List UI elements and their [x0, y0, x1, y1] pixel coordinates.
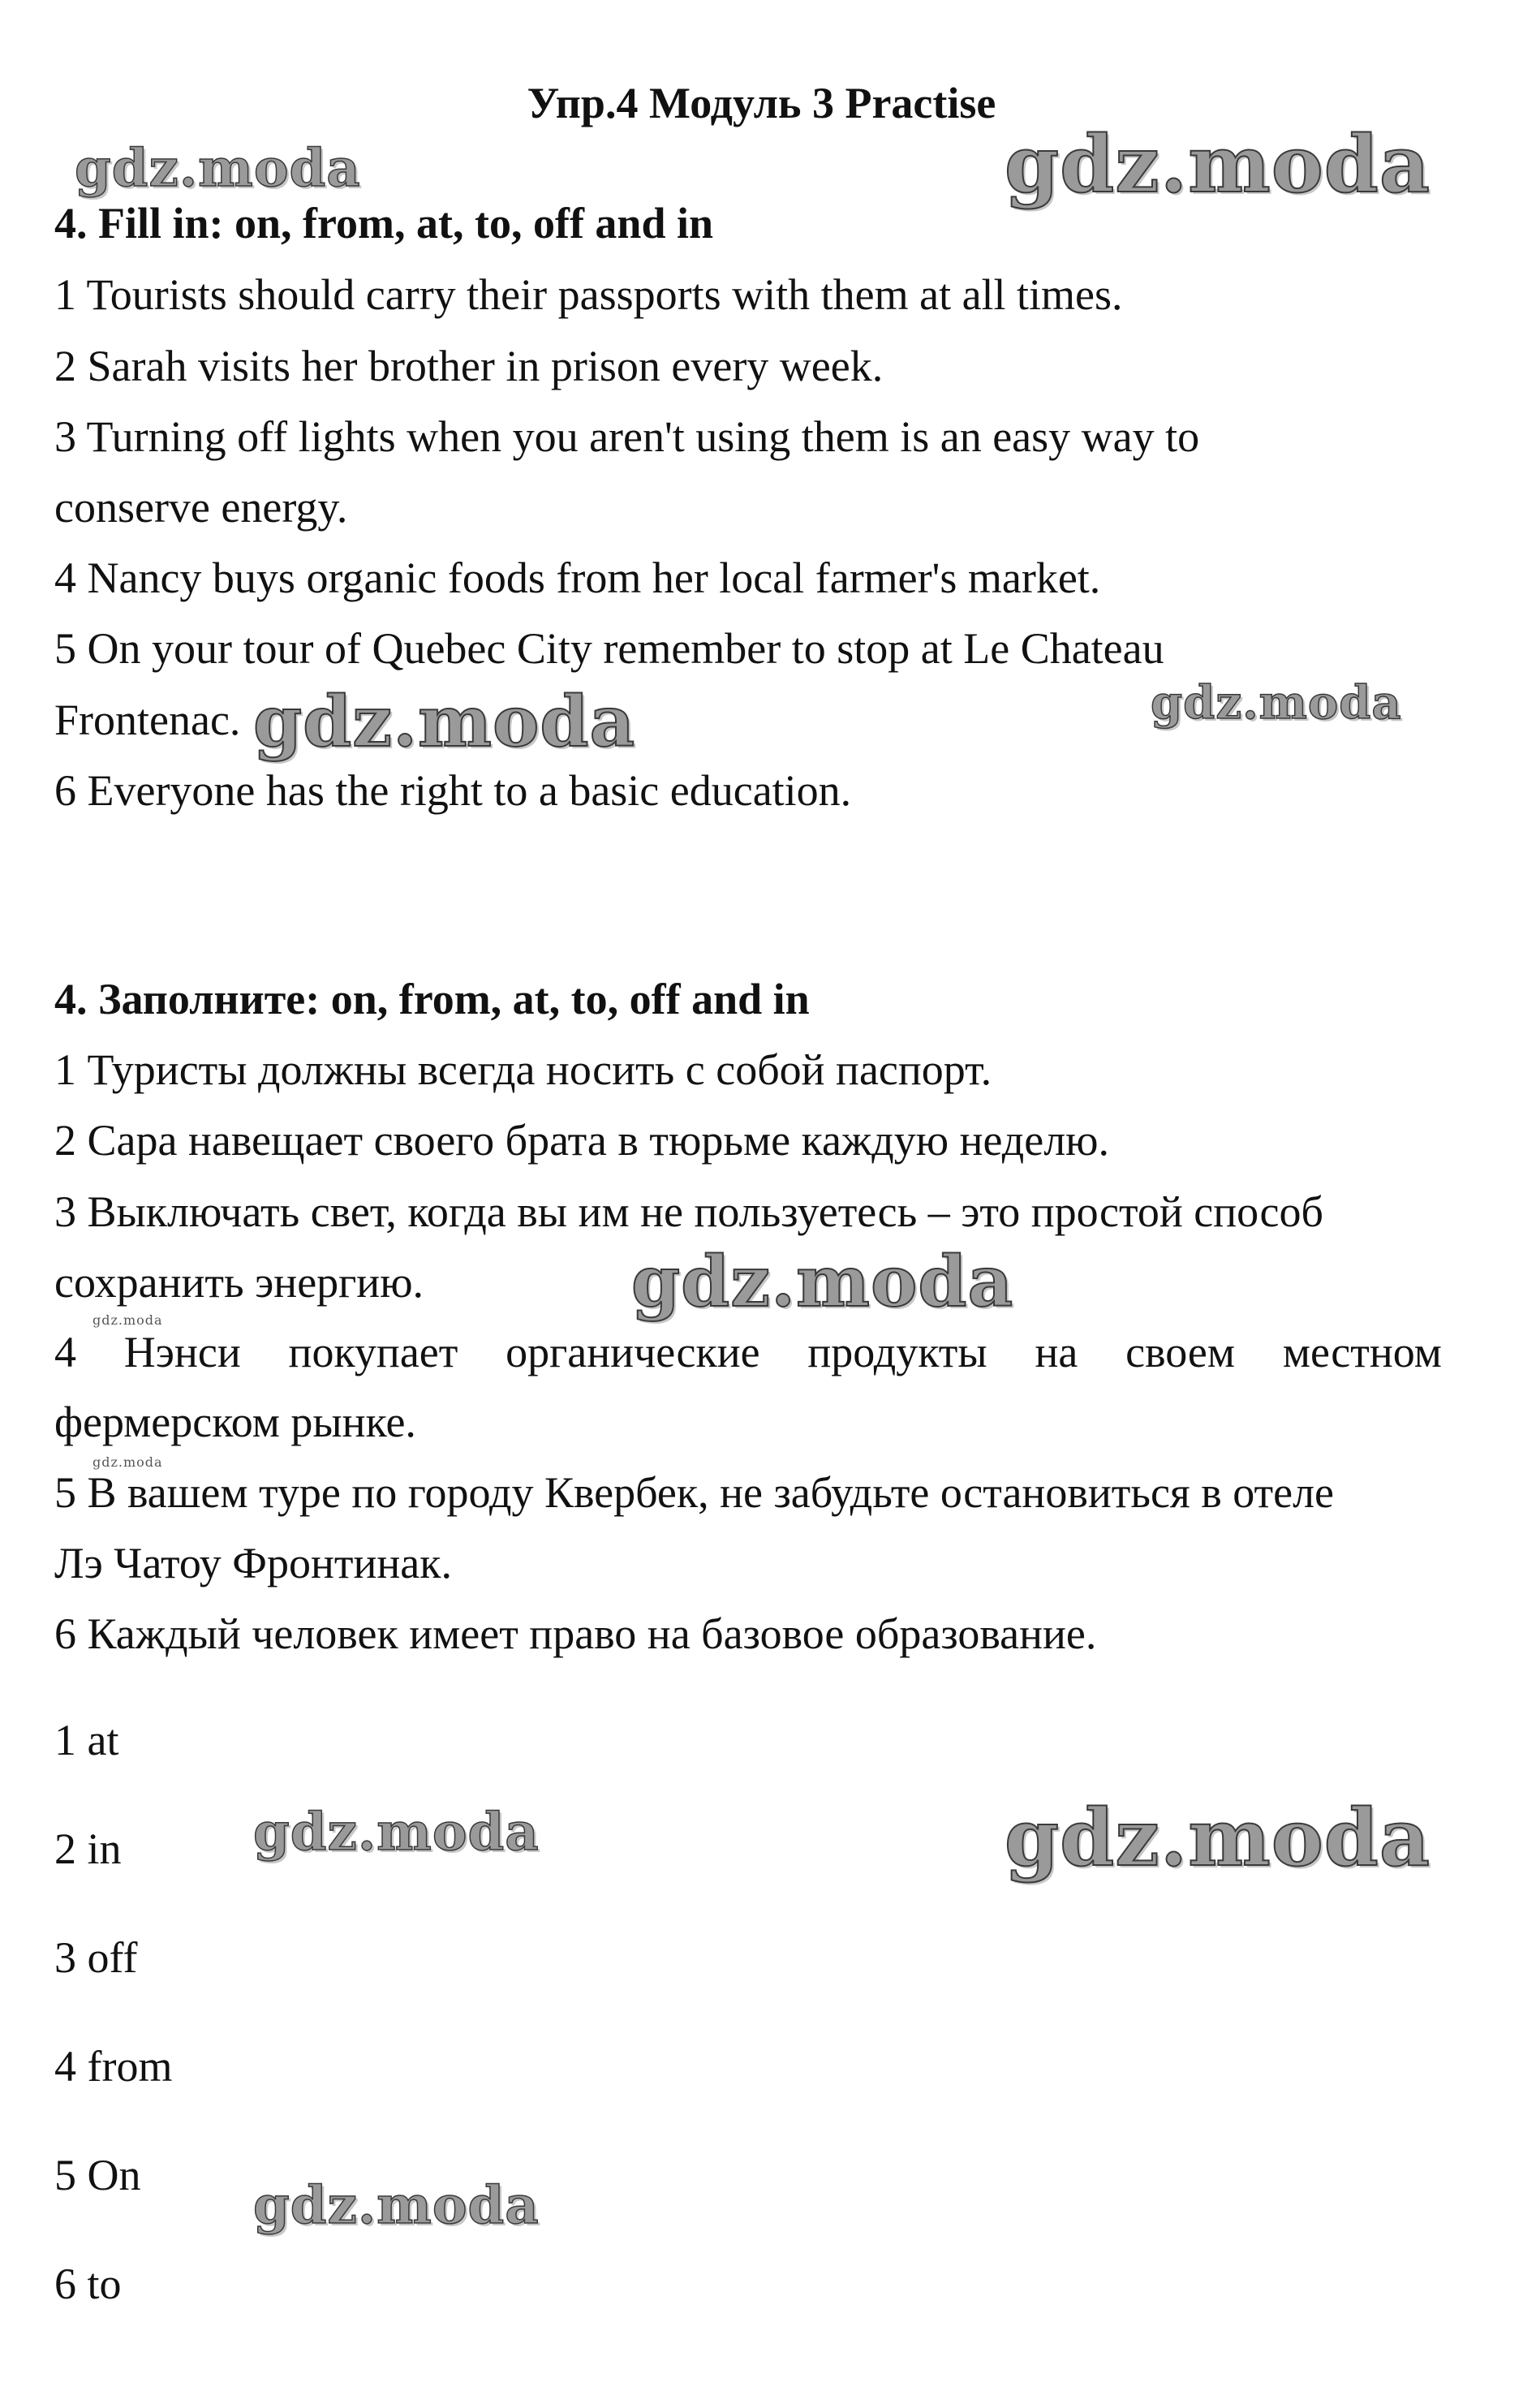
watermark: gdz.moda	[92, 1454, 163, 1470]
russian-line-4-word: 4	[54, 1328, 76, 1376]
russian-line-4-word: покупает	[288, 1328, 458, 1376]
english-line-6: 6 Everyone has the right to a basic education.	[54, 766, 852, 815]
russian-heading: 4. Заполните: on, from, at, to, off and in	[54, 975, 810, 1023]
russian-line-2: 2 Сара навещает своего брата в тюрьме каждую неделю.	[54, 1116, 1109, 1165]
russian-line-3-continued: сохранить энергию.	[54, 1258, 424, 1307]
watermark: gdz.moda	[253, 2175, 540, 2236]
page-title: Упр.4 Модуль 3 Practise	[527, 79, 996, 127]
english-line-3-continued: conserve energy.	[54, 483, 348, 532]
russian-line-4-word: своем	[1125, 1328, 1236, 1376]
english-line-4: 4 Nancy buys organic foods from her local farmer's market.	[54, 554, 1101, 602]
russian-line-3-text: 3 Выключать свет, когда вы им не пользуетесь – это простой способ	[54, 1187, 1323, 1236]
watermark: gdz.moda	[1005, 1792, 1431, 1884]
russian-line-4-word: местном	[1282, 1328, 1442, 1376]
russian-line-5-continued: Лэ Чатоу Фронтинак.	[54, 1539, 452, 1587]
watermark: gdz.moda	[92, 1312, 163, 1328]
english-heading: 4. Fill in: on, from, at, to, off and in	[54, 199, 714, 248]
answer-3: 3 off	[54, 1933, 138, 1982]
answer-1: 1 at	[54, 1716, 119, 1764]
russian-line-3	[54, 1183, 1442, 1240]
watermark: gdz.moda	[253, 681, 636, 763]
answer-6: 6 to	[54, 2259, 122, 2308]
english-line-5-continued: Frontenac.	[54, 696, 241, 744]
english-line-5: 5 On your tour of Quebec City remember to stop at Le Chateau	[54, 624, 1164, 673]
watermark: gdz.moda	[75, 138, 361, 199]
russian-line-4-continued: фермерском рынке.	[54, 1398, 416, 1446]
english-line-3: 3 Turning off lights when you aren't using them is an easy way to	[54, 412, 1200, 461]
answer-5: 5 On	[54, 2151, 141, 2199]
russian-line-4-word: на	[1035, 1328, 1078, 1376]
russian-line-1: 1 Туристы должны всегда носить с собой паспорт.	[54, 1045, 992, 1094]
russian-line-4-word: продукты	[807, 1328, 987, 1376]
english-line-2: 2 Sarah visits her brother in prison every week.	[54, 342, 884, 390]
answer-2: 2 in	[54, 1824, 122, 1873]
watermark: gdz.moda	[1151, 676, 1402, 730]
watermark: gdz.moda	[253, 1802, 540, 1863]
russian-line-5: 5 В вашем туре по городу Квербек, не забудьте остановиться в отеле	[54, 1468, 1335, 1517]
watermark: gdz.moda	[631, 1241, 1014, 1323]
answer-4: 4 from	[54, 2042, 173, 2091]
russian-line-4	[54, 1324, 1442, 1381]
russian-line-4-word: Нэнси	[123, 1328, 241, 1376]
russian-line-6: 6 Каждый человек имеет право на базовое образование.	[54, 1609, 1097, 1658]
russian-line-4-word: органические	[506, 1328, 760, 1376]
watermark: gdz.moda	[1005, 118, 1431, 210]
english-line-1: 1 Tourists should carry their passports with them at all times.	[54, 270, 1123, 319]
